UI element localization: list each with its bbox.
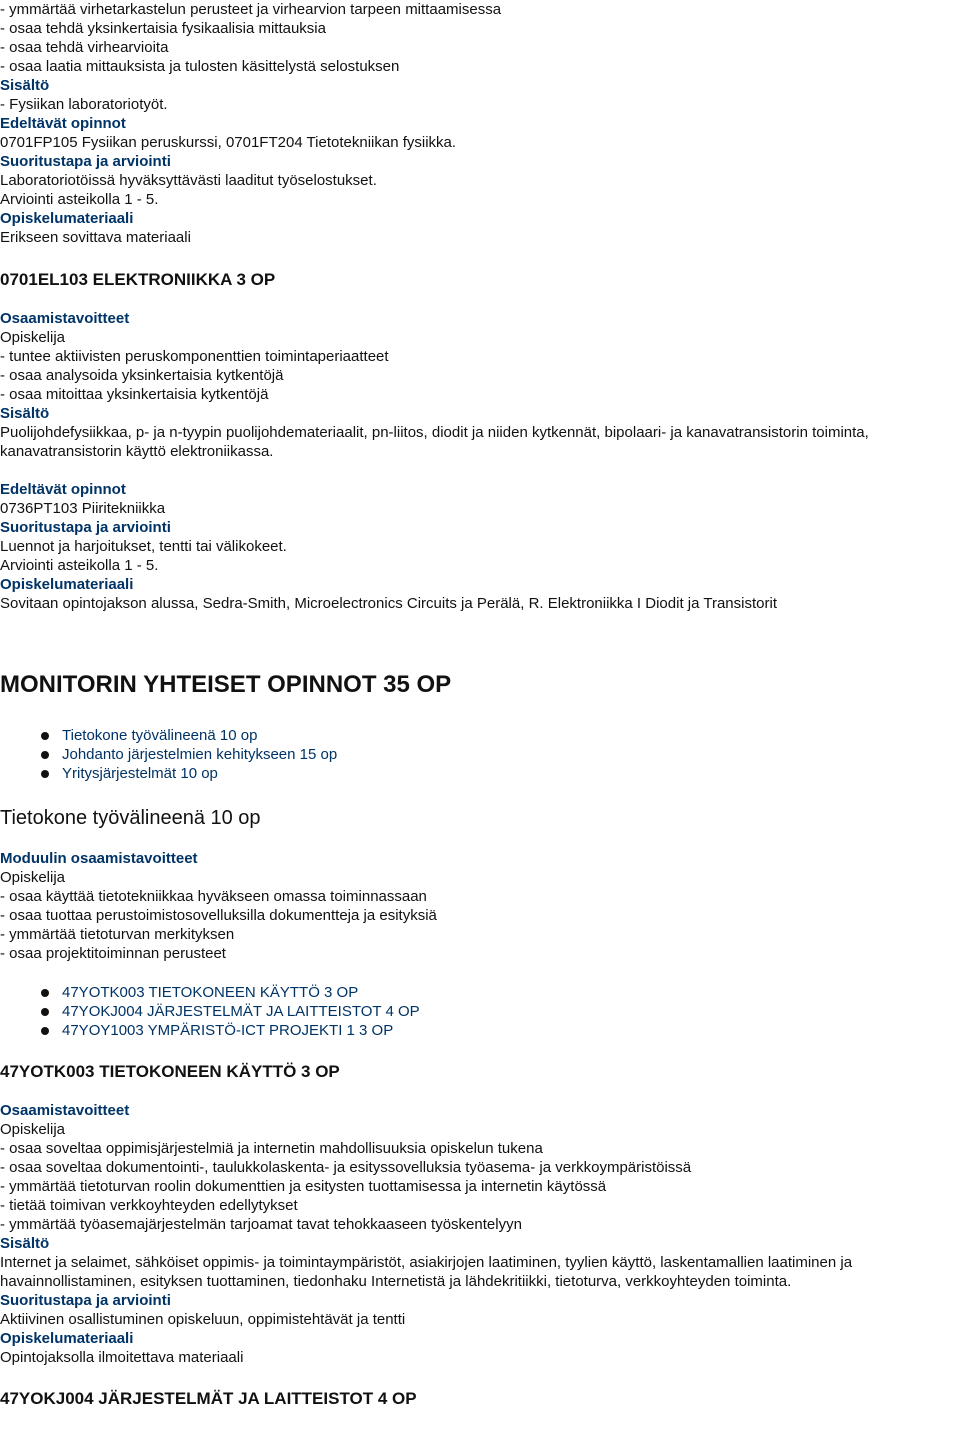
goal-line: - osaa analysoida yksinkertaisia kytkentöjä xyxy=(0,367,284,384)
section-heading: Sisältö xyxy=(0,1235,50,1252)
course-link[interactable]: 47YOY1003 YMPÄRISTÖ-ICT PROJEKTI 1 3 OP xyxy=(62,1022,394,1039)
materiaali-text: Opintojaksolla ilmoitettava materiaali xyxy=(0,1349,244,1366)
main-heading: MONITORIN YHTEISET OPINNOT 35 OP xyxy=(0,671,452,698)
goal-line: - osaa tuottaa perustoimistosovelluksilla dokumentteja ja esityksiä xyxy=(0,907,437,924)
module-title: Tietokone työvälineenä 10 op xyxy=(0,807,261,829)
opiskelija-label: Opiskelija xyxy=(0,329,66,346)
list-item xyxy=(0,726,960,745)
course-title: 0701EL103 ELEKTRONIIKKA 3 OP xyxy=(0,270,276,289)
list-item xyxy=(0,745,960,764)
section-heading: Sisältö xyxy=(0,77,50,94)
edeltavat-text: 0736PT103 Piiritekniikka xyxy=(0,500,166,517)
goal-line: - osaa soveltaa oppimisjärjestelmiä ja internetin mahdollisuuksia opiskelun tukena xyxy=(0,1140,543,1157)
intro-line: - osaa laatia mittauksista ja tulosten käsittelystä selostuksen xyxy=(0,58,400,75)
list-item xyxy=(0,983,960,1002)
section-heading: Suoritustapa ja arviointi xyxy=(0,1292,171,1309)
monitor-section xyxy=(0,670,960,783)
course-link[interactable]: 47YOTK003 TIETOKONEEN KÄYTTÖ 3 OP xyxy=(62,984,359,1001)
goal-line: - osaa projektitoiminnan perusteet xyxy=(0,945,226,962)
module-link[interactable]: Yritysjärjestelmät 10 op xyxy=(62,765,218,782)
list-item xyxy=(0,1002,960,1021)
section-heading: Osaamistavoitteet xyxy=(0,1102,130,1119)
goal-line: - tuntee aktiivisten peruskomponenttien toimintaperiaatteet xyxy=(0,348,389,365)
module-tyovaline xyxy=(0,805,960,1040)
course-link[interactable]: 47YOKJ004 JÄRJESTELMÄT JA LAITTEISTOT 4 OP xyxy=(62,1003,420,1020)
opiskelija-label: Opiskelija xyxy=(0,869,66,886)
course-yokj004 xyxy=(0,1389,960,1408)
suoritus-line: Arviointi asteikolla 1 - 5. xyxy=(0,557,159,574)
module-link[interactable]: Tietokone työvälineenä 10 op xyxy=(62,727,258,744)
goal-line: - osaa soveltaa dokumentointi-, taulukkolaskenta- ja esityssovelluksia työasema- ja verkkoympäristöissä xyxy=(0,1159,692,1176)
course-title: 47YOTK003 TIETOKONEEN KÄYTTÖ 3 OP xyxy=(0,1062,340,1081)
intro-line: - osaa tehdä virhearvioita xyxy=(0,39,169,56)
opiskelija-label: Opiskelija xyxy=(0,1121,66,1138)
sisalto-text: Puolijohdefysiikkaa, p- ja n-tyypin puolijohdemateriaalit, pn-liitos, diodit ja niiden kytkennät, bipolaari- ja kanavatransistorin toiminta, kanavatransistorin käyttö elektroniikassa. xyxy=(0,424,869,460)
materiaali-text: Erikseen sovittava materiaali xyxy=(0,229,191,246)
course-el103 xyxy=(0,270,960,613)
section-heading: Suoritustapa ja arviointi xyxy=(0,519,171,536)
suoritus-line: Luennot ja harjoitukset, tentti tai välikokeet. xyxy=(0,538,287,555)
course-link-list xyxy=(0,983,960,1040)
edeltavat-text: 0701FP105 Fysiikan peruskurssi, 0701FT204 Tietotekniikan fysiikka. xyxy=(0,134,457,151)
section-heading: Moduulin osaamistavoitteet xyxy=(0,850,198,867)
section-heading: Edeltävät opinnot xyxy=(0,481,126,498)
intro-line: - osaa tehdä yksinkertaisia fysikaalisia mittauksia xyxy=(0,20,326,37)
suoritus-line: Arviointi asteikolla 1 - 5. xyxy=(0,191,159,208)
section-heading: Osaamistavoitteet xyxy=(0,310,130,327)
goal-line: - ymmärtää tietoturvan merkityksen xyxy=(0,926,235,943)
section-heading: Sisältö xyxy=(0,405,50,422)
section-heading: Opiskelumateriaali xyxy=(0,576,134,593)
course-title: 47YOKJ004 JÄRJESTELMÄT JA LAITTEISTOT 4 OP xyxy=(0,1389,417,1408)
intro-section xyxy=(0,0,960,247)
list-item xyxy=(0,1021,960,1040)
materiaali-text: Sovitaan opintojakson alussa, Sedra-Smith, Microelectronics Circuits ja Perälä, R. Elektroniikka I Diodit ja Transistorit xyxy=(0,595,777,612)
goal-line: - osaa mitoittaa yksinkertaisia kytkentöjä xyxy=(0,386,269,403)
goal-line: - ymmärtää tietoturvan roolin dokumenttien ja esitysten tuottamisessa ja internetin käytössä xyxy=(0,1178,607,1195)
sisalto-text: Internet ja selaimet, sähköiset oppimis- ja toimintaympäristöt, asiakirjojen laatiminen, tyylien käyttö, laskentamallien laatiminen ja havainnollistaminen, esityksen tuottaminen, tiedonhaku Internetistä ja lähdekritiikki, tietoturva, verkkoyhteyden toiminta. xyxy=(0,1254,853,1290)
section-heading: Suoritustapa ja arviointi xyxy=(0,153,171,170)
section-heading: Edeltävät opinnot xyxy=(0,115,126,132)
sisalto-text: - Fysiikan laboratoriotyöt. xyxy=(0,96,168,113)
goal-line: - tietää toimivan verkkoyhteyden edellytykset xyxy=(0,1197,298,1214)
suoritus-line: Laboratoriotöissä hyväksyttävästi laaditut työselostukset. xyxy=(0,172,377,189)
list-item xyxy=(0,764,960,783)
section-heading: Opiskelumateriaali xyxy=(0,1330,134,1347)
module-link-list xyxy=(0,726,960,783)
section-heading: Opiskelumateriaali xyxy=(0,210,134,227)
module-link[interactable]: Johdanto järjestelmien kehitykseen 15 op xyxy=(62,746,338,763)
suoritus-text: Aktiivinen osallistuminen opiskeluun, oppimistehtävät ja tentti xyxy=(0,1311,406,1328)
course-yotk003 xyxy=(0,1062,960,1367)
goal-line: - ymmärtää työasemajärjestelmän tarjoamat tavat tehokkaaseen työskentelyyn xyxy=(0,1216,522,1233)
goal-line: - osaa käyttää tietotekniikkaa hyväkseen omassa toiminnassaan xyxy=(0,888,427,905)
intro-line: - ymmärtää virhetarkastelun perusteet ja virhearvion tarpeen mittaamisessa xyxy=(0,1,502,18)
